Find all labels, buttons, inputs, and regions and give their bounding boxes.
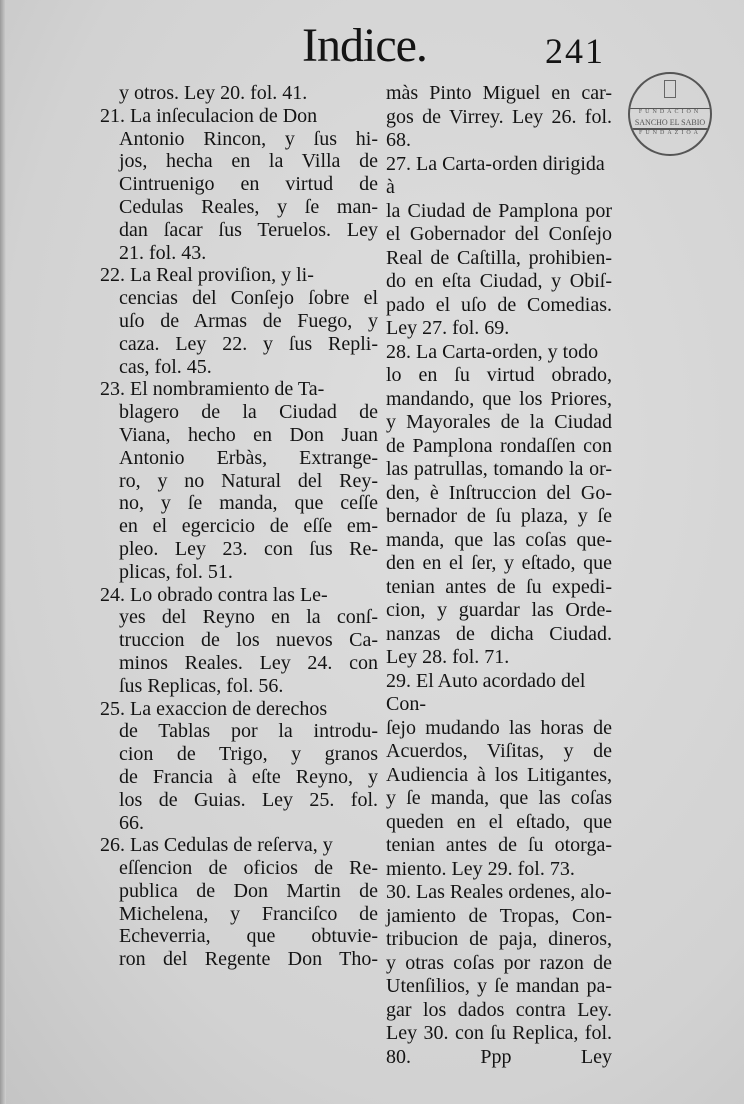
text-line [100,766,378,789]
text-line [100,424,378,447]
entry-line [100,584,328,606]
text-line [364,999,612,1023]
entry-line [100,378,324,400]
line-text: cas, fol. 45. [119,355,212,378]
line-text: ro, y no Natural del Rey- [119,469,378,492]
line-text: y otros. Ley 20. fol. 41. [119,82,308,104]
line-text: truccion de los nuevos Ca- [119,629,378,652]
text-line [364,975,612,999]
text-line [100,925,378,948]
line-text: de Francia à eſte Reyno, y [119,765,378,788]
text-line [364,294,612,318]
text-line [100,470,378,493]
line-text: La Carta-orden, y todo [411,340,599,363]
right-column-lines [364,82,612,1046]
entry-line [100,698,327,720]
entry-line [100,264,314,286]
line-text: de Tablas por la introdu- [119,720,378,743]
line-text: El Auto acordado del Con- [386,669,586,715]
line-text: ron del Regente Don Tho- [119,948,378,971]
text-line [364,858,612,882]
page-title: Indice. [302,19,427,72]
line-text: Audiencia à los Litigantes, [386,763,612,786]
line-text: cion, y guardar las Orde- [386,599,612,621]
line-text: ſejo mudando las horas de [386,716,612,739]
line-text: Cedulas Reales, y ſe man- [119,195,378,218]
text-line [100,880,378,903]
text-line [100,675,378,698]
text-line [364,411,612,435]
stamp-middle-text: SANCHO EL SABIO [630,118,710,129]
line-text: La inſeculacion de Don [125,104,318,127]
line-text: gar los dados contra Ley. [386,998,612,1021]
text-line [364,200,612,224]
text-line [364,740,612,764]
text-line [364,787,612,811]
text-line [100,720,378,743]
line-text: queden en el eſtado, que [386,810,612,833]
text-line [100,242,378,265]
line-text: Lo obrado contra las Le- [125,583,328,606]
text-line [100,492,378,515]
entry-line [386,670,585,716]
line-text: Antonio Rincon, y ſus hi- [119,127,378,150]
line-text: Michelena, y Franciſco de [119,902,378,925]
text-line [100,857,378,880]
line-text: ſus Replicas, fol. 56. [119,674,284,697]
entry-number: 29. [386,669,411,692]
line-text: Cintruenigo en virtud de [119,173,378,196]
line-text: Utenſilios, y ſe mandan pa- [386,975,612,997]
stamp-emblem-icon [664,80,676,98]
text-line [364,717,612,741]
text-line [364,270,612,294]
stamp-top-text: FUNDACION [630,108,710,119]
line-text: plicas, fol. 51. [119,560,233,583]
line-text: El nombramiento de Ta- [125,378,325,401]
text-line [364,905,612,929]
line-text: el Gobernador del Conſejo [386,223,612,245]
text-line [364,764,612,788]
index-entry-start [100,698,378,721]
text-line [100,219,378,242]
index-entry-start [364,881,612,905]
line-text: tenian antes de ſu otorga- [386,834,612,856]
index-entry-start [364,341,612,365]
line-text: màs Pinto Miguel en car- [386,82,612,104]
folio-end: 80. [386,1045,411,1068]
entry-number: 25. [100,697,125,720]
line-text: tenian antes de ſu expedi- [386,575,612,598]
line-text: gos de Virrey. Ley 26. fol. [386,105,612,128]
text-line [100,948,378,971]
text-line [364,576,612,600]
text-line [364,129,612,153]
text-line [100,287,378,310]
line-text: den en el ſer, y eſtado, que [386,552,612,574]
line-text: Las Cedulas de reſerva, y [125,834,333,857]
text-line [100,903,378,926]
line-text: La Carta-orden dirigida à [386,152,605,198]
line-text: en el egercicio de eſſe em- [119,515,378,538]
text-line [100,652,378,675]
line-text: pleo. Ley 23. con ſus Re- [119,537,378,560]
line-text: cencias del Conſejo ſobre el [119,287,378,310]
index-entry-start [100,264,378,287]
text-line [100,173,378,196]
index-entry-start [364,670,612,717]
index-entry-start [100,378,378,401]
entry-number: 24. [100,583,125,606]
text-line [364,811,612,835]
line-text: cion de Trigo, y granos [119,743,378,766]
line-text: Ley 27. fol. 69. [386,317,510,339]
text-line [100,310,378,333]
entry-number: 26. [100,834,125,857]
line-text: uſo de Armas de Fuego, y [119,309,378,332]
index-entry-start [100,834,378,857]
line-text: Antonio Erbàs, Extrange- [119,446,378,469]
line-text: jos, hecha en la Villa de [119,150,378,173]
text-line [364,552,612,576]
left-column [100,82,378,971]
index-entry-start [100,584,378,607]
line-text: lo en ſu virtud obrado, [386,364,612,386]
text-line [364,834,612,858]
text-line [364,388,612,412]
line-text: mandando, que los Priores, [386,387,612,410]
page-number: 241 [545,31,605,71]
line-text: 66. [119,811,144,834]
text-line [364,928,612,952]
entry-number: 30. [386,881,411,903]
text-line [364,646,612,670]
entry-number: 28. [386,340,411,363]
line-text: jamiento de Tropas, Con- [386,904,612,927]
line-text: la Ciudad de Pamplona por [386,199,612,222]
index-entry-start [100,105,378,128]
page-edge [0,0,6,1104]
line-text: La Real proviſion, y li- [125,264,314,287]
text-line [364,952,612,976]
line-text: do en eſta Ciudad, y Obiſ- [386,270,612,292]
line-text: caza. Ley 22. y ſus Repli- [119,332,378,355]
line-text: yes del Reyno en la conſ- [119,606,378,629]
line-text: Real de Caſtilla, prohibien- [386,246,612,269]
text-line [364,482,612,506]
text-line [100,150,378,173]
text-line [100,196,378,219]
text-line [364,458,612,482]
entry-line [100,834,333,856]
line-text: Las Reales ordenes, alo- [411,881,612,903]
text-line [364,435,612,459]
entry-line [100,105,317,127]
entry-number: 23. [100,378,125,401]
line-text: y Mayorales de la Ciudad [386,411,612,433]
text-line [100,401,378,424]
line-text: Ley 28. fol. 71. [386,646,510,668]
text-line [100,538,378,561]
line-text: y otras coſas por razon de [386,951,612,974]
stamp-bottom-text: FUNDAZIOA [630,129,710,138]
text-line [100,812,378,835]
text-line [364,223,612,247]
line-text: bernador de ſu plaza, y ſe [386,505,612,527]
text-line [100,789,378,812]
text-line [100,128,378,151]
line-text: los de Guias. Ley 25. fol. [119,788,378,811]
line-text: La exaccion de derechos [125,697,328,720]
text-line [364,106,612,130]
line-text: Echeverria, que obtuvie- [119,925,378,948]
text-line [364,599,612,623]
line-text: miento. Ley 29. fol. 73. [386,857,575,880]
line-text: las patrullas, tomando la or- [386,458,612,480]
line-text: minos Reales. Ley 24. con [119,651,378,674]
text-line [100,356,378,379]
line-text: dan ſacar ſus Teruelos. Ley [119,218,378,241]
text-line [364,82,612,106]
entry-line [386,341,598,363]
line-text: Viana, hecho en Don Juan [119,423,378,446]
text-line [100,333,378,356]
text-line [364,317,612,341]
text-line [364,247,612,271]
line-text: nanzas de dicha Ciudad. [386,622,612,645]
line-text: y ſe manda, que las coſas [386,787,612,809]
text-line [100,743,378,766]
line-text: pado el uſo de Comedias. [386,293,612,316]
entry-line [386,153,605,199]
page-footer [364,1046,612,1070]
text-line [364,623,612,647]
line-text: 21. fol. 43. [119,241,207,264]
text-line [364,1022,612,1046]
line-text: publica de Don Martin de [119,879,378,902]
text-line [100,606,378,629]
text-line [364,364,612,388]
text-line [364,529,612,553]
catchword: Ley [580,1045,612,1068]
entry-number: 21. [100,104,125,127]
signature-mark: Ppp [480,1045,512,1068]
right-column [364,82,612,1069]
line-text: tribucion de paja, dineros, [386,928,612,950]
line-text: no, y ſe manda, que ceſſe [119,492,378,515]
line-text: manda, que las coſas que- [386,528,612,551]
line-text: Ley 30. con ſu Replica, fol. [386,1022,612,1044]
line-text: blagero de la Ciudad de [119,401,378,424]
text-line [100,629,378,652]
line-text: 68. [386,129,411,151]
text-line [100,447,378,470]
text-line [100,82,378,105]
entry-number: 22. [100,264,125,287]
line-text: de Pamplona rondaſſen con [386,434,612,457]
entry-number: 27. [386,152,411,175]
text-line [100,561,378,584]
text-line [364,505,612,529]
line-text: Acuerdos, Viſitas, y de [386,740,612,762]
entry-line [386,881,611,903]
line-text: eſſencion de oficios de Re- [119,857,378,880]
text-line [100,515,378,538]
library-stamp [628,72,712,156]
index-entry-start [364,153,612,200]
line-text: den, è Inſtruccion del Go- [386,481,612,504]
